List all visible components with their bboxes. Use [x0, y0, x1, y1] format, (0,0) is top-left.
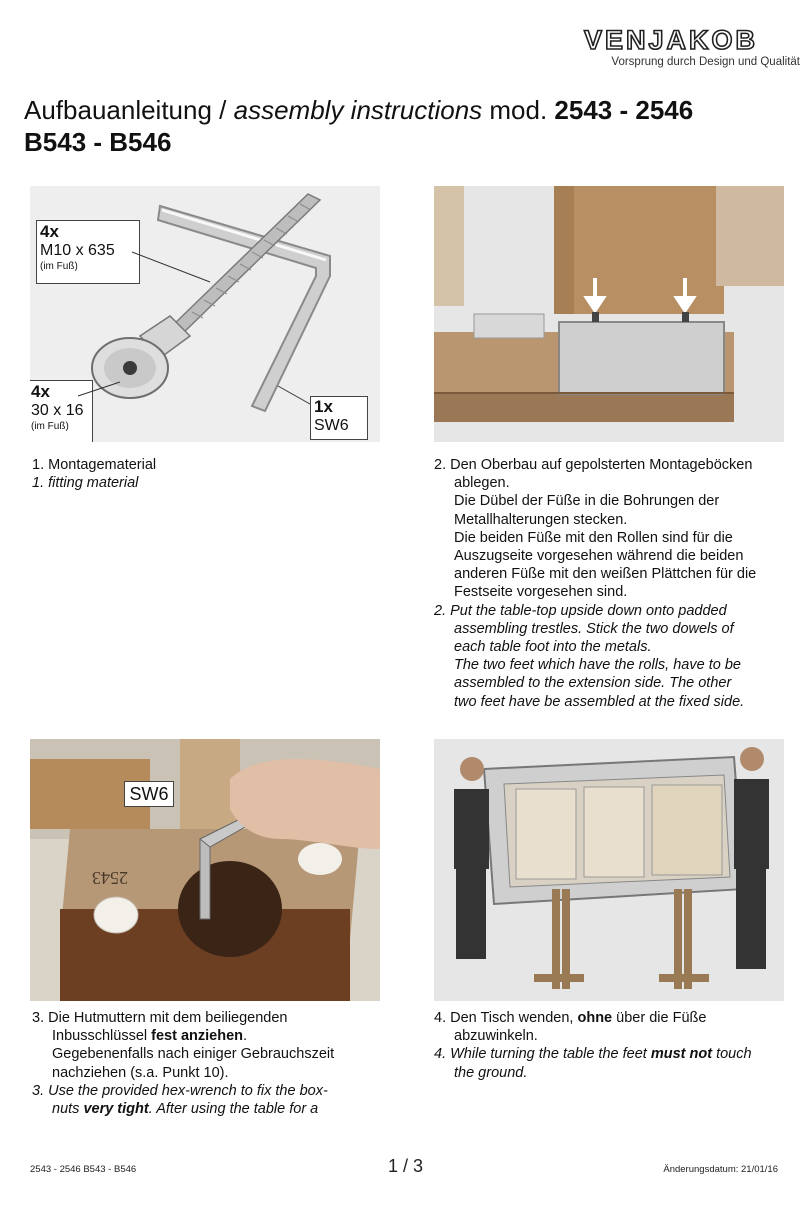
caption-step-2 — [434, 456, 806, 711]
title-models-b: B543 - B546 — [24, 127, 172, 157]
step4-de-1-bold: ohne — [577, 1010, 613, 1026]
plate-number: 2543 — [92, 868, 128, 888]
step2-de-1: ablegen. — [454, 475, 510, 492]
step2-en-4: assembled to the extension side. The other — [454, 675, 732, 692]
step3-de-2-bold: fest anziehen — [151, 1028, 243, 1045]
step2-de-4: Die beiden Füße mit den Rollen sind für die — [454, 529, 733, 546]
step3-de-2 — [32, 1027, 404, 1045]
label-nut-spec: 30 x 16 — [31, 402, 84, 419]
step2-en-2: each table foot into the metals. — [454, 639, 652, 656]
step2-de-3: Metallhalterungen stecken. — [454, 511, 628, 528]
step3-en-2-bold: very tight — [83, 1101, 149, 1118]
step2-de-0: 2. Den Oberbau auf gepolsterten Montageböcken — [434, 457, 753, 473]
brand-tagline: Vorsprung durch Design und Qualität — [611, 56, 800, 68]
step2-de-2: Die Dübel der Füße in die Bohrungen der — [454, 493, 720, 510]
step2-en-3: The two feet which have the rolls, have to be — [454, 657, 741, 674]
step2-de-6: anderen Füße mit den weißen Plättchen für die — [454, 566, 757, 583]
step3-de-2-plain: Inbusschlüssel — [52, 1028, 152, 1045]
brand-logo — [540, 26, 802, 72]
step2-en-0: 2. Put the table-top upside down onto padded — [434, 602, 727, 619]
caption-step-1 — [32, 456, 402, 492]
step4-en-2: the ground. — [454, 1064, 528, 1081]
venjakob-logo-icon — [540, 26, 802, 54]
step3-de-1: 3. Die Hutmuttern mit dem beiliegenden — [32, 1010, 288, 1026]
step1-en: 1. fitting material — [32, 475, 139, 492]
leader-lines — [30, 186, 380, 442]
photo-turning-table — [434, 739, 784, 1001]
label-wrench-spec: SW6 — [314, 417, 349, 434]
label-nut-note: (im Fuß) — [31, 421, 69, 432]
step3-en-1: 3. Use the provided hex-wrench to fix the box- — [32, 1082, 328, 1099]
step2-de-5: Auszugseite vorgesehen während die beiden — [454, 548, 744, 565]
page-title — [24, 94, 804, 158]
caption-step-3 — [32, 1009, 404, 1118]
title-models: 2543 - 2546 — [554, 95, 694, 125]
step4-de-1 — [434, 1009, 806, 1027]
label-bolt-count: 4x — [40, 222, 59, 241]
step2-de-7: Festseite vorgesehen sind. — [454, 584, 628, 601]
bracket-illustration — [434, 186, 784, 442]
footer-date: Änderungsdatum: 21/01/16 — [663, 1164, 778, 1175]
title-plain: Aufbauanleitung / — [24, 95, 234, 125]
step4-en-1-end: touch — [712, 1046, 752, 1063]
step1-de: 1. Montagematerial — [32, 457, 157, 473]
step3-de-2-end: . — [243, 1028, 248, 1045]
step2-en-5: two feet have be assembled at the fixed side. — [454, 693, 745, 710]
turning-table-illustration — [434, 739, 784, 1001]
label-bolt-note: (im Fuß) — [40, 261, 78, 272]
step3-de-3: Gegebenenfalls nach einiger Gebrauchszeit — [52, 1046, 335, 1063]
step3-en-2-end: . After using the table for a — [148, 1101, 319, 1118]
step4-en-1-plain: 4. While turning the table the feet — [434, 1046, 651, 1063]
step4-de-2: abzuwinkeln. — [454, 1028, 538, 1045]
label-wrench-count: 1x — [314, 397, 333, 416]
hex-key-in-foot-illustration — [30, 739, 380, 1001]
page-number: 1 / 3 — [388, 1156, 424, 1176]
title-italic: assembly instructions — [233, 95, 483, 125]
label-bolt-spec: M10 x 635 — [40, 242, 115, 259]
step4-en-1-bold: must not — [650, 1046, 713, 1063]
photo-tighten-nut — [30, 739, 380, 1001]
step3-en-2 — [32, 1100, 404, 1118]
photo-table-top-on-bracket — [434, 186, 784, 442]
step4-de-1-plain: 4. Den Tisch wenden, — [434, 1010, 578, 1026]
step4-en-1 — [434, 1045, 806, 1063]
step3-en-2-plain: nuts — [52, 1101, 84, 1118]
footer-models: 2543 - 2546 B543 - B546 — [30, 1164, 137, 1175]
step2-en-1: assembling trestles. Stick the two dowels of — [454, 620, 734, 637]
title-mod: mod. — [482, 95, 555, 125]
step4-de-1-end: über die Füße — [612, 1010, 707, 1026]
step3-de-4: nachziehen (s.a. Punkt 10). — [52, 1064, 229, 1081]
photo-fitting-material — [30, 186, 380, 442]
caption-step-4 — [434, 1009, 806, 1082]
label-sw6: SW6 — [124, 781, 174, 807]
logo-wordmark: VENJAKOB — [583, 26, 759, 54]
label-nut-count: 4x — [31, 382, 50, 401]
